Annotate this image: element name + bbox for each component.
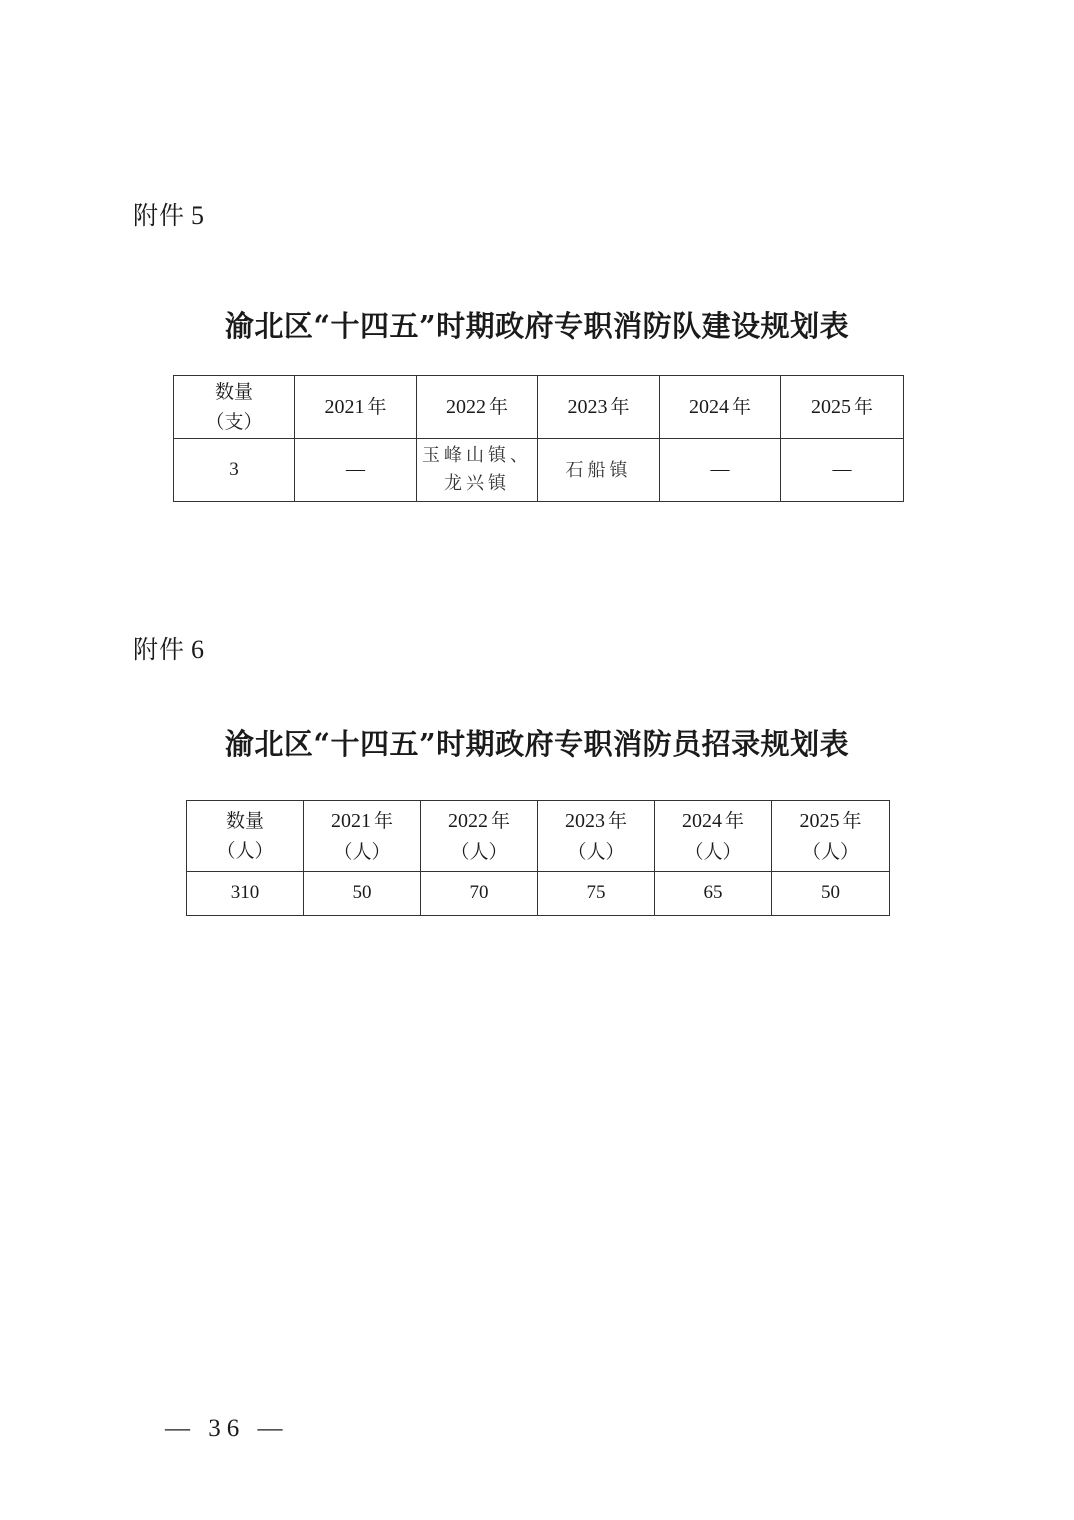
year-2021-cell: — bbox=[295, 439, 417, 502]
header-year-cell bbox=[781, 376, 904, 439]
header-year-sub: （人） bbox=[567, 840, 625, 863]
header-year-cell bbox=[417, 376, 538, 439]
header-year-unit: 年 bbox=[853, 396, 873, 418]
header-year-unit: 年 bbox=[490, 809, 510, 832]
table-row bbox=[174, 439, 904, 502]
header-year-unit: 年 bbox=[610, 396, 630, 418]
town-name: 龙兴镇 bbox=[444, 473, 510, 494]
town-name: 玉峰山镇、 bbox=[422, 445, 532, 467]
header-year-cell bbox=[421, 801, 538, 872]
table-header-row bbox=[187, 801, 890, 872]
total-cell: 3 bbox=[174, 439, 295, 502]
year-2024-cell: — bbox=[660, 439, 781, 502]
header-year-sub: （人） bbox=[801, 840, 859, 863]
attachment-5-title: 渝北区“十四五”时期政府专职消防队建设规划表 bbox=[224, 309, 850, 343]
header-year-cell bbox=[772, 801, 890, 872]
header-year-cell bbox=[304, 801, 421, 872]
header-year-unit: 年 bbox=[731, 396, 751, 418]
attachment-number: 5 bbox=[191, 201, 206, 230]
header-year: 2021 bbox=[324, 396, 365, 418]
year-2021-cell: 50 bbox=[304, 872, 421, 916]
header-year: 2023 bbox=[567, 396, 608, 418]
header-year-cell bbox=[655, 801, 772, 872]
header-quantity-cell bbox=[174, 376, 295, 439]
header-year-unit: 年 bbox=[842, 809, 862, 832]
header-year-unit: 年 bbox=[607, 809, 627, 832]
year-2022-cell bbox=[417, 439, 538, 502]
header-quantity-cell bbox=[187, 801, 304, 872]
table-header-row bbox=[174, 376, 904, 439]
table-row bbox=[187, 872, 890, 916]
header-year-cell bbox=[660, 376, 781, 439]
header-year-unit: 年 bbox=[367, 396, 387, 418]
header-year: 2024 bbox=[681, 809, 722, 832]
header-year: 2022 bbox=[445, 396, 486, 418]
attachment-number: 6 bbox=[191, 635, 206, 664]
year-2025-cell: 50 bbox=[772, 872, 890, 916]
header-year-cell bbox=[538, 376, 660, 439]
header-year-cell bbox=[295, 376, 417, 439]
attachment-label-text: 附件 bbox=[133, 635, 186, 664]
header-year: 2021 bbox=[330, 809, 371, 832]
attachment-label-text: 附件 bbox=[133, 201, 186, 230]
header-year: 2025 bbox=[799, 809, 840, 832]
year-2023-cell bbox=[538, 439, 660, 502]
attachment-6-label bbox=[133, 630, 205, 666]
header-year: 2024 bbox=[688, 396, 729, 418]
header-quantity-label: 数量 bbox=[214, 380, 253, 403]
header-quantity-label: 数量 bbox=[225, 809, 264, 832]
total-cell: 310 bbox=[187, 872, 304, 916]
year-2024-cell: 65 bbox=[655, 872, 772, 916]
fire-brigade-plan-table bbox=[173, 375, 904, 502]
firefighter-recruitment-plan-table bbox=[186, 800, 890, 916]
header-year-cell bbox=[538, 801, 655, 872]
year-2022-cell: 70 bbox=[421, 872, 538, 916]
year-2023-cell: 75 bbox=[538, 872, 655, 916]
header-quantity-unit: （人） bbox=[216, 840, 274, 862]
year-2025-cell: — bbox=[781, 439, 904, 502]
town-name: 石船镇 bbox=[565, 459, 632, 481]
header-year-sub: （人） bbox=[333, 840, 391, 863]
page-number: — 36 — bbox=[165, 1415, 289, 1442]
header-year-sub: （人） bbox=[450, 840, 508, 863]
header-year-unit: 年 bbox=[488, 396, 508, 418]
header-year: 2022 bbox=[447, 809, 488, 832]
attachment-5-label bbox=[133, 196, 205, 232]
header-year: 2025 bbox=[810, 396, 851, 418]
header-year-unit: 年 bbox=[373, 809, 393, 832]
header-quantity-unit: （支） bbox=[205, 411, 263, 433]
header-year-unit: 年 bbox=[724, 809, 744, 832]
attachment-6-title: 渝北区“十四五”时期政府专职消防员招录规划表 bbox=[224, 727, 850, 761]
header-year: 2023 bbox=[564, 809, 605, 832]
header-year-sub: （人） bbox=[684, 840, 742, 863]
